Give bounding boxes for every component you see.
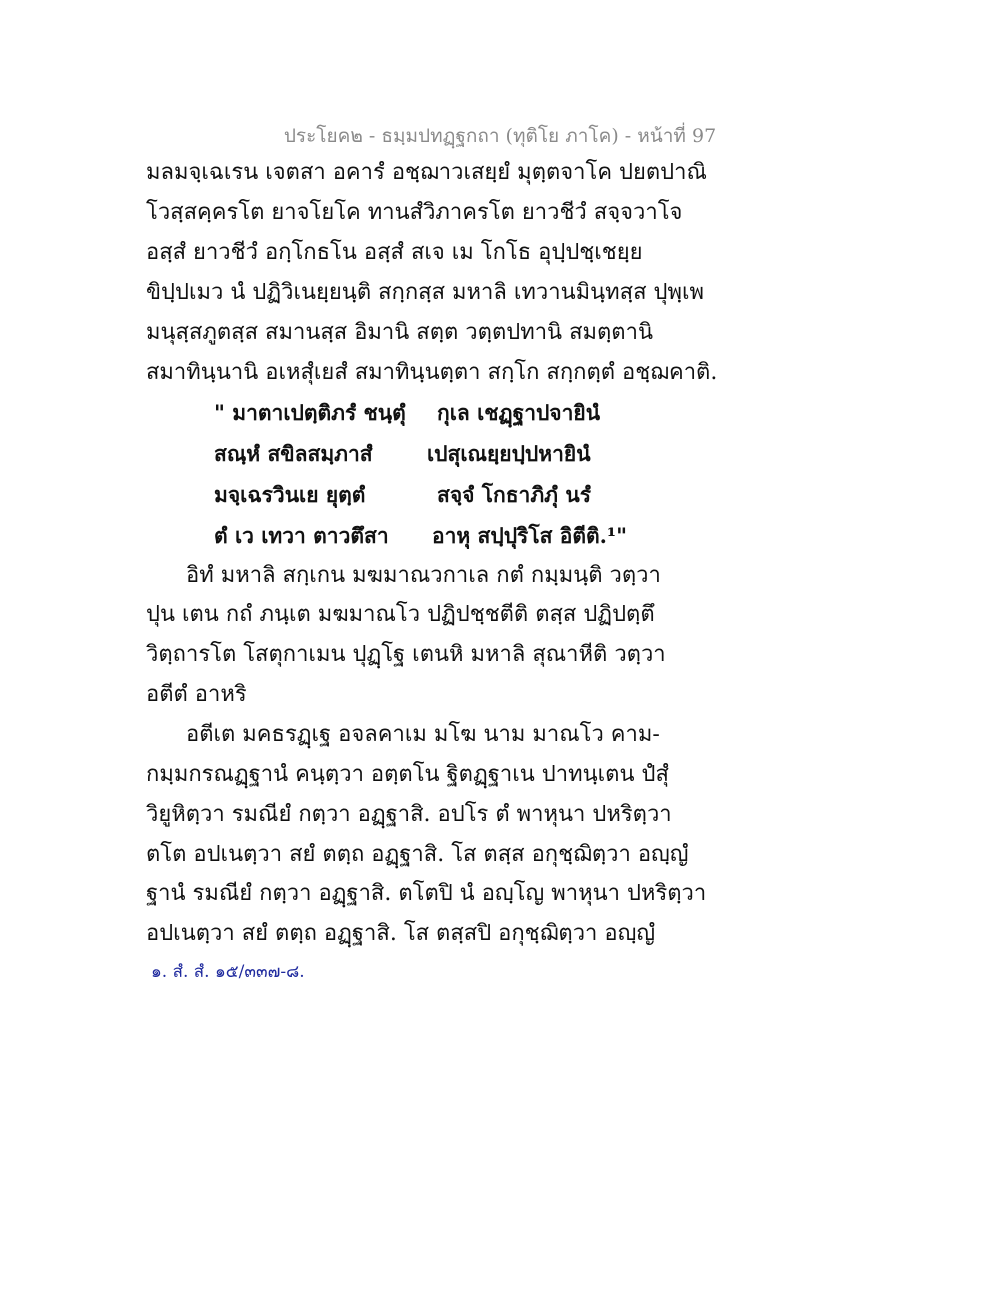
text-line: อปเนตฺวา สยํ ตตฺถ อฏฺฐาสิ. โส ตสฺสปิ อกุชฺฌิตฺวา อญฺญํ bbox=[146, 921, 656, 946]
text-line: ขิปฺปเมว นํ ปฏิวิเนยฺยนฺติ สกฺกสฺส มหาลิ เทวานมินฺทสฺส ปุพฺเพ bbox=[146, 280, 705, 305]
text-line: ปุน เตน กถํ ภนฺเต มฆมาณโว ปฏิปชฺชตีติ ตสฺส ปฏิปตฺตึ bbox=[146, 602, 655, 627]
text-line: อตีตํ อาหริ bbox=[146, 682, 247, 707]
text-line: อสฺสํ ยาวชีวํ อกฺโกธโน อสฺสํ สเจ เม โกโธ อุปฺปชฺเชยฺย bbox=[146, 240, 643, 265]
text-line: มลมจฺเฉเรน เจตสา อคารํ อชฺฌาวเสยฺยํ มุตฺตจาโค ปยตปาณิ bbox=[146, 160, 707, 185]
text-line: อิทํ มหาลิ สกฺเกน มฆมาณวกาเล กตํ กมฺมนฺติ วตฺวา bbox=[186, 563, 661, 588]
text-line: วิยูหิตฺวา รมณียํ กตฺวา อฏฺฐาสิ. อปโร ตํ พาหุนา ปหริตฺวา bbox=[146, 802, 672, 827]
verse-line-1-right: กุเล เชฏฺฐาปจายินํ bbox=[437, 400, 601, 425]
text-line: วิตฺถารโต โสตุกาเมน ปุฏฺโฐ เตนหิ มหาลิ สุณาหีติ วตฺวา bbox=[146, 642, 666, 667]
verse-line-2-right: เปสุเณยฺยปฺปหายินํ bbox=[427, 441, 591, 466]
text-line: ตโต อปเนตฺวา สยํ ตตฺถ อฏฺฐาสิ. โส ตสฺส อกุชฺฌิตฺวา อญฺญํ bbox=[146, 842, 689, 867]
verse-line-3-left: มจฺเฉรวินเย ยุตฺตํ bbox=[214, 482, 366, 507]
text-line: สมาทินฺนานิ อเหสุํเยสํ สมาทินฺนตฺตา สกฺโก สกฺกตฺตํ อชฺฌคาติ. bbox=[146, 360, 718, 385]
text-line: มนุสฺสภูตสฺส สมานสฺส อิมานิ สตฺต วตฺตปทานิ สมตฺตานิ bbox=[146, 320, 653, 345]
footnote: ๑. สํ. สํ. ๑๕/๓๓๗-๘. bbox=[151, 962, 305, 982]
text-line: ฐานํ รมณียํ กตฺวา อฏฺฐาสิ. ตโตปิ นํ อญฺโญ พาหุนา ปหริตฺวา bbox=[146, 881, 707, 906]
verse-line-2-left: สณฺหํ สขิลสมฺภาสํ bbox=[214, 441, 373, 466]
verse-line-4-right: อาหุ สปฺปุริโส อิตีติ.¹" bbox=[432, 523, 628, 548]
running-header bbox=[0, 121, 1000, 151]
text-line: กมฺมกรณฏฺฐานํ คนฺตฺวา อตฺตโน ฐิตฏฺฐาเน ปาทนฺเตน ปํสุํ bbox=[146, 762, 669, 787]
running-header-text: ประโยค๒ - ธมฺมปทฏฺฐกถา (ทุติโย ภาโค) - หน้าที่ 97 bbox=[283, 125, 717, 147]
verse-line-4-left: ตํ เว เทวา ตาวตึสา bbox=[214, 523, 389, 548]
verse-line-3-right: สจฺจํ โกธาภิภุํ นรํ bbox=[437, 482, 591, 507]
text-line: โวสฺสคฺครโต ยาจโยโค ทานสํวิภาครโต ยาวชีวํ สจฺจวาโจ bbox=[146, 200, 683, 225]
text-line: อตีเต มคธรฏฺเฐ อจลคาเม มโฆ นาม มาณโว คาม- bbox=[186, 722, 660, 747]
verse-line-1-left: " มาตาเปตฺติภรํ ชนฺตุํ bbox=[214, 400, 406, 425]
